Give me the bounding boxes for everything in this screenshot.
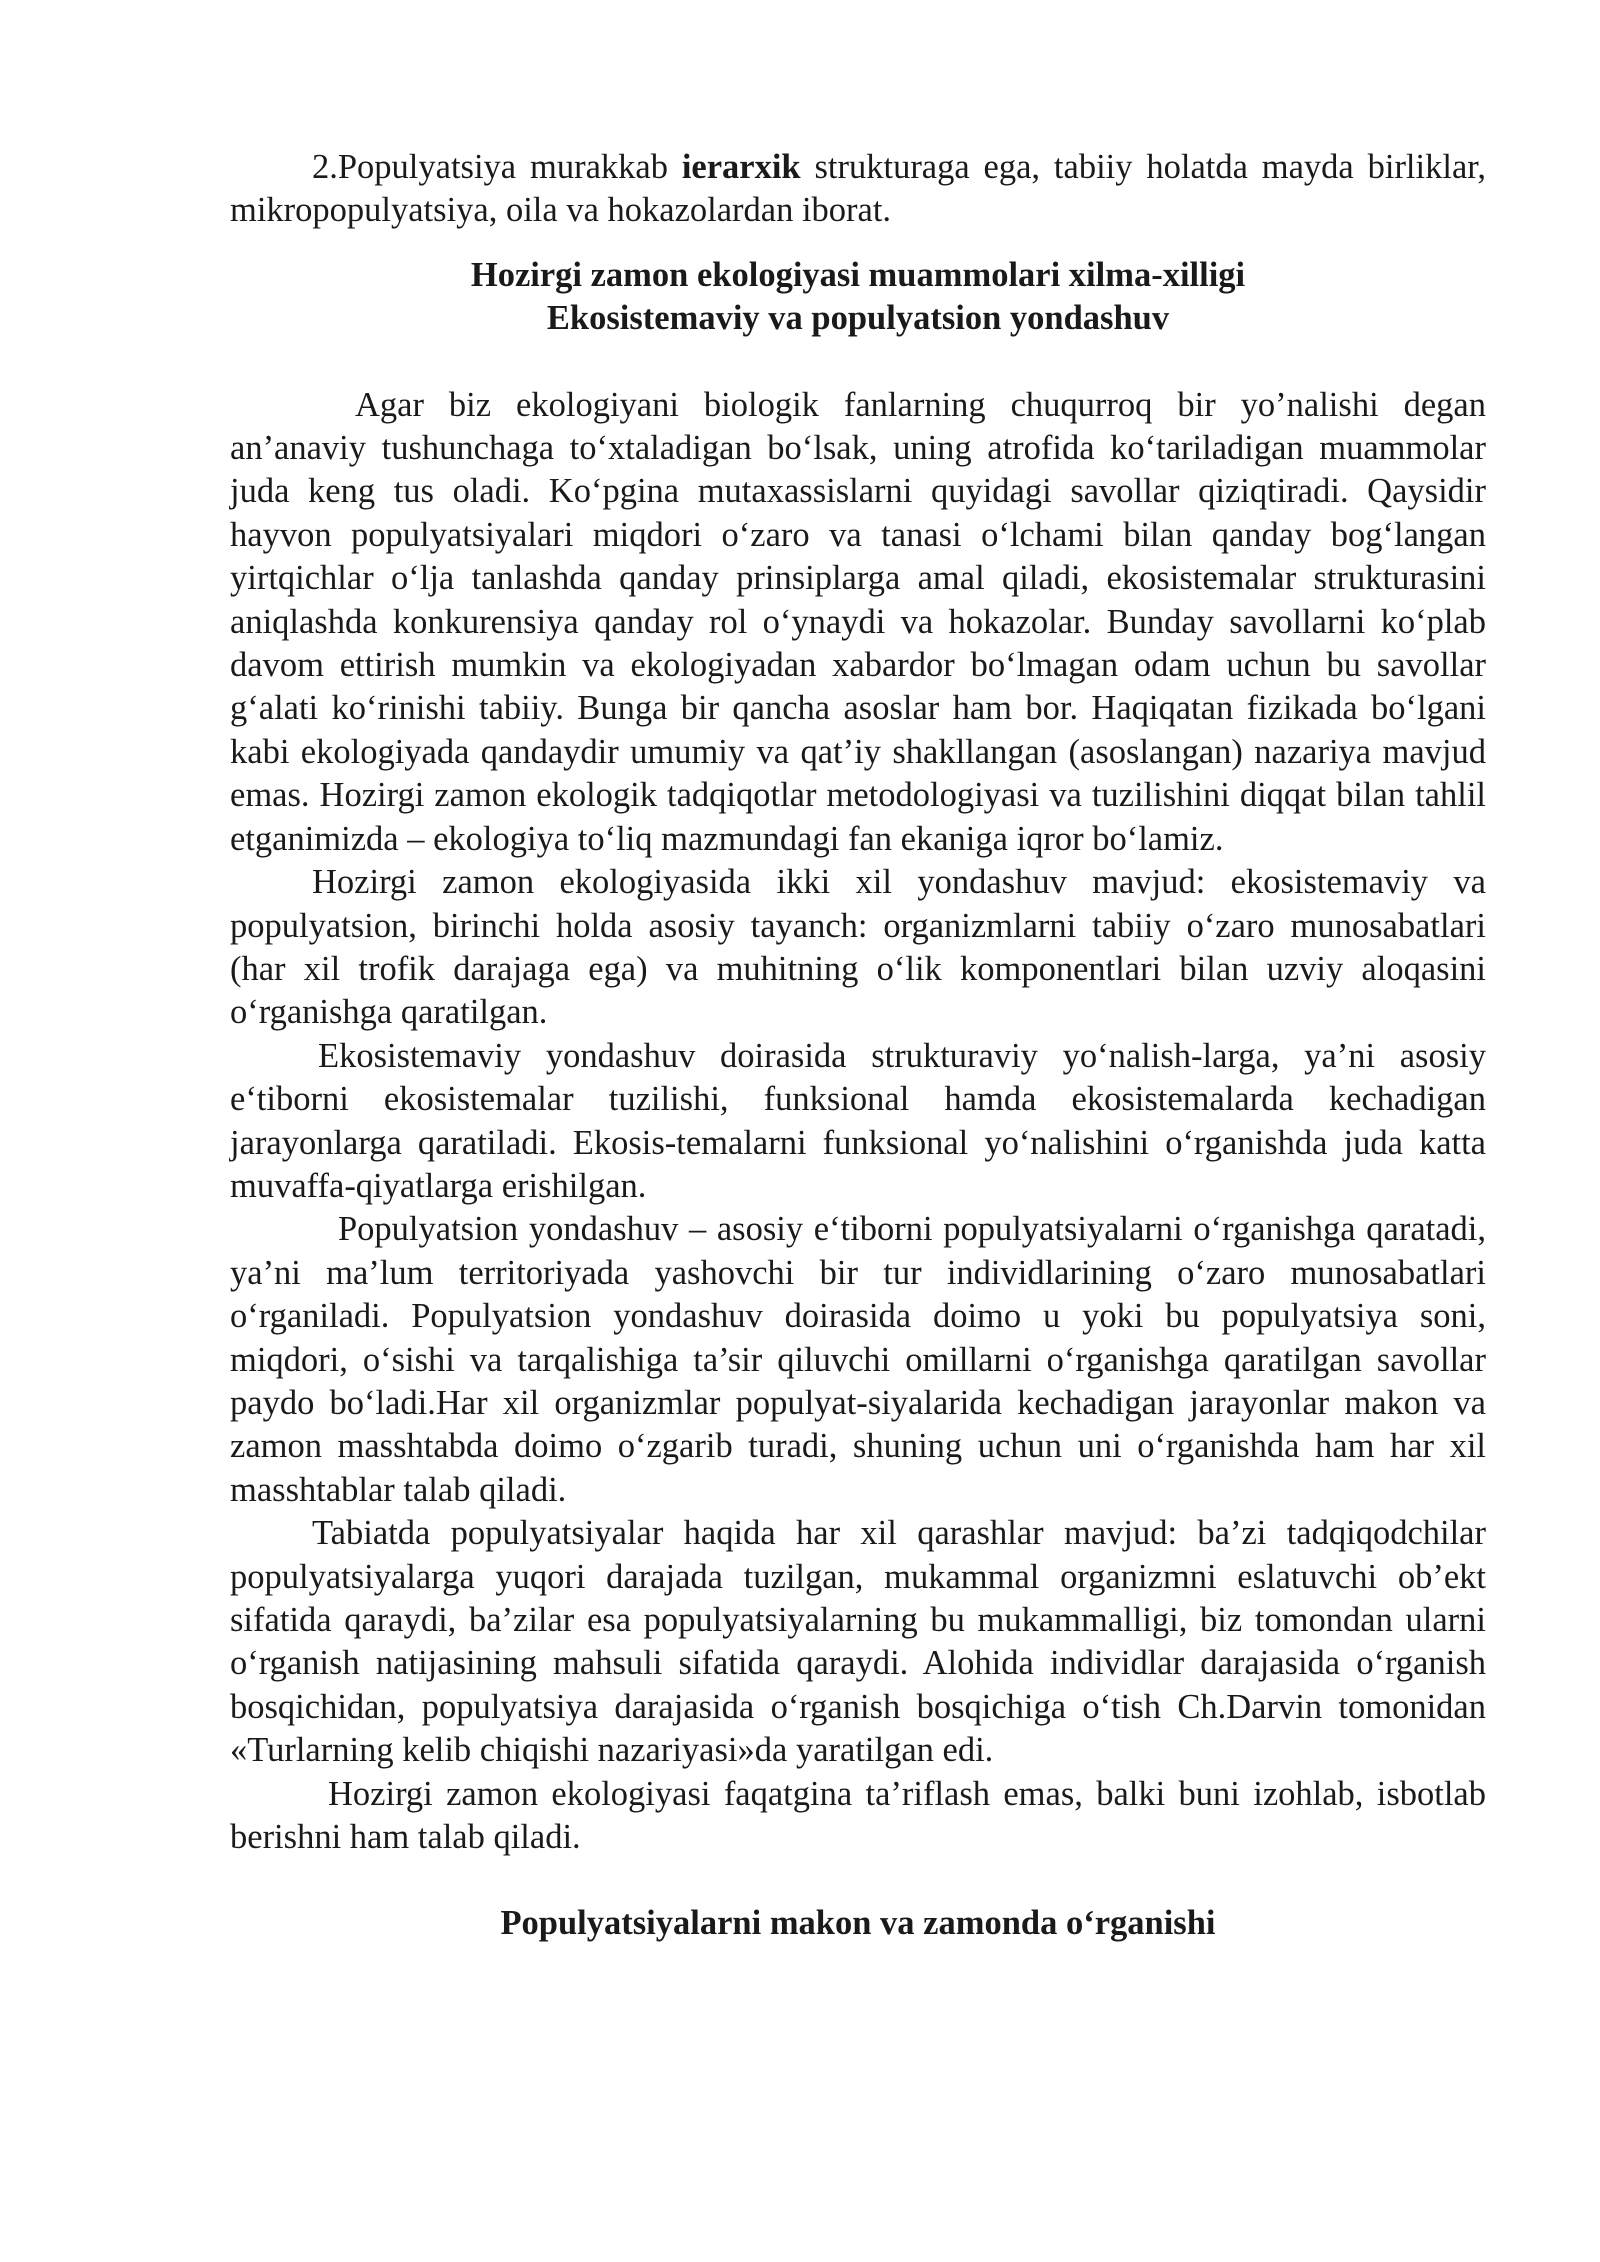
intro-bold-term: ierarxik — [681, 148, 801, 186]
body-paragraph: Hozirgi zamon ekologiyasi faqatgina ta’riflash emas, balki buni izohlab, isbotlab berishni ham talab qiladi. — [230, 1774, 1486, 1857]
intro-text-before: 2.Populyatsiya murakkab — [312, 148, 682, 186]
intro-text-after: strukturaga ega, tabiiy holatda mayda birliklar, mikropopulyatsiya, oila va hokazolardan iborat. — [230, 148, 1486, 230]
section-heading — [230, 254, 1486, 341]
document-page — [230, 146, 1486, 1946]
body-paragraph: Tabiatda populyatsiyalar haqida har xil qarashlar mavjud: ba’zi tadqiqodchilar populyatsiyalarga yuqori darajada tuzilgan, mukammal organizmni eslatuvchi ob’ekt sifatida qaraydi, ba’zilar esa populyatsiyalarning bu mukammalligi, biz tomondan ularni o‘rganish natijasining mahsuli sifatida qaraydi. Alohida individlar darajasida o‘rganish bosqichidan, populyatsiya darajasida o‘rganish bosqichiga o‘tish Ch.Darvin tomonidan «Turlarning kelib chiqishi nazariyasi»da yaratilgan edi. — [230, 1514, 1486, 1770]
intro-paragraph — [230, 146, 1486, 233]
body-paragraph: Ekosistemaviy yondashuv doirasida strukturaviy yo‘nalish-larga, ya’ni asosiy e‘tiborni ekosistemalar tuzilishi, funksional hamda ekosistemalarda kechadigan jarayonlarga qaratiladi. Ekosis-temalarni funksional yo‘nalishini o‘rganishda juda katta muvaffa-qiyatlarga erishilgan. — [230, 1036, 1486, 1205]
heading-line-2: Ekosistemaviy va populyatsion yondashuv — [546, 299, 1170, 338]
heading-line-1: Hozirgi zamon ekologiyasi muammolari xilma-xilligi — [470, 255, 1246, 294]
body-paragraph: Hozirgi zamon ekologiyasida ikki xil yondashuv mavjud: ekosistemaviy va populyatsion, birinchi holda asosiy tayanch: organizmlarni tabiiy o‘zaro munosabatlari (har xil trofik darajaga ega) va muhitning o‘lik komponentlari bilan uzviy aloqasini o‘rganishga qaratilgan. — [230, 863, 1486, 1032]
section-title: Populyatsiyalarni makon va zamonda o‘rganishi — [500, 1904, 1216, 1943]
body-paragraph: Agar biz ekologiyani biologik fanlarning chuqurroq bir yo’nalishi degan an’anaviy tushunchaga to‘xtaladigan bo‘lsak, uning atrofida ko‘tariladigan muammolar juda keng tus oladi. Ko‘pgina mutaxassislarni quyidagi savollar qiziqtiradi. Qaysidir hayvon populyatsiyalari miqdori o‘zaro va tanasi o‘lchami bilan qanday bog‘langan yirtqichlar o‘lja tanlashda qanday prinsiplarga amal qiladi, ekosistemalar strukturasini aniqlashda konkurensiya qanday rol o‘ynaydi va hokazolar. Bunday savollarni ko‘plab davom ettirish mumkin va ekologiyadan xabardor bo‘lmagan odam uchun bu savollar g‘alati ko‘rinishi tabiiy. Bunga bir qancha asoslar ham bor. Haqiqatan fizikada bo‘lgani kabi ekologiyada qandaydir umumiy va qat’iy shakllangan (asoslangan) nazariya mavjud emas. Hozirgi zamon ekologik tadqiqotlar metodologiyasi va tuzilishini diqqat bilan tahlil etganimizda – ekologiya to‘liq mazmundagi fan ekaniga iqror bo‘lamiz. — [230, 385, 1486, 858]
body-paragraph: Populyatsion yondashuv – asosiy e‘tiborni populyatsiyalarni o‘rganishga qaratadi, ya’ni ma’lum territoriyada yashovchi bir tur individlarining o‘zaro munosabatlari o‘rganiladi. Populyatsion yondashuv doirasida doimo u yoki bu populyatsiya soni, miqdori, o‘sishi va tarqalishiga ta’sir qiluvchi omillarni o‘rganishga qaratilgan savollar paydo bo‘ladi.Har xil organizmlar populyat-siyalarida kechadigan jarayonlar makon va zamon masshtabda doimo o‘zgarib turadi, shuning uchun uni o‘rganishda ham har xil masshtablar talab qiladi. — [230, 1210, 1486, 1509]
